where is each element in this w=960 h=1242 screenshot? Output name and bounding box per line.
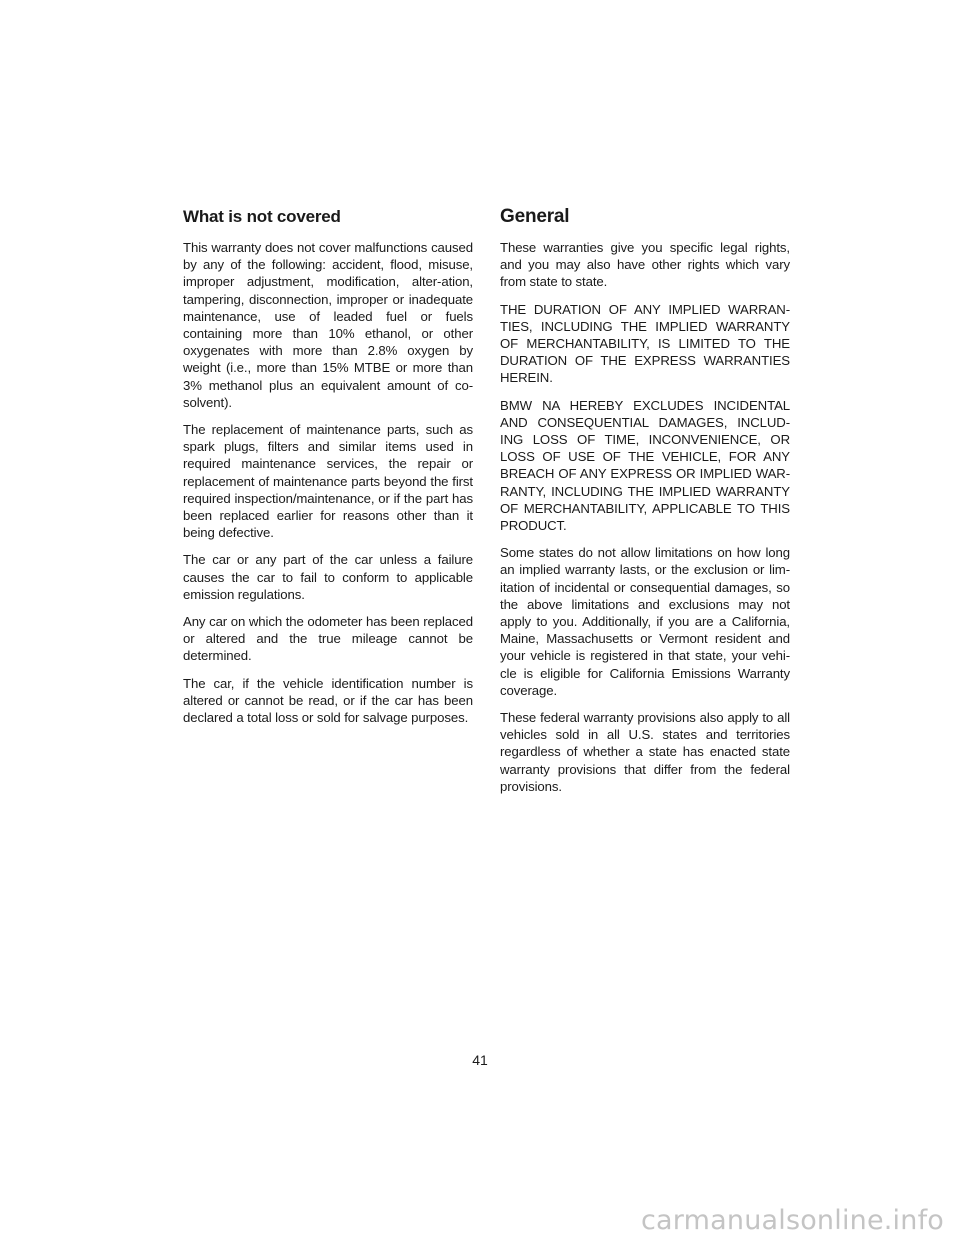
right-column	[500, 203, 790, 805]
page-number: 41	[472, 1052, 488, 1068]
paragraph: These warranties give you specific legal rights, and you may also have other rights which vary from state to state.	[500, 240, 790, 290]
paragraph: Any car on which the odometer has been replaced or altered and the true mileage cannot be determined.	[183, 614, 473, 664]
paragraph: The replacement of maintenance parts, such as spark plugs, filters and similar items used in required maintenance services, the repair or replacement of maintenance parts beyond the first required inspection/maintenance, or if the part has been replaced earlier for reasons other than it being defective.	[183, 422, 473, 541]
paragraph: THE DURATION OF ANY IMPLIED WARRAN-TIES, INCLUDING THE IMPLIED WARRANTY OF MERCHANTABILITY, IS LIMITED TO THE DURATION OF THE EXPRESS WARRANTIES HEREIN.	[500, 301, 790, 386]
paragraph: The car or any part of the car unless a failure causes the car to fail to conform to applicable emission regulations.	[183, 552, 473, 602]
section-title-general: General	[500, 206, 570, 227]
section-title-what-is-not-covered: What is not covered	[183, 207, 341, 226]
paragraph: These federal warranty provisions also apply to all vehicles sold in all U.S. states and territories regardless of whether a state has enacted state warranty provisions that differ from the federal provisions.	[500, 710, 790, 794]
paragraph: The car, if the vehicle identification number is altered or cannot be read, or if the car has been declared a total loss or sold for salvage purposes.	[183, 675, 473, 726]
paragraph: BMW NA HEREBY EXCLUDES INCIDENTAL AND CONSEQUENTIAL DAMAGES, INCLUD-ING LOSS OF TIME, INCONVENIENCE, OR LOSS OF USE OF THE VEHICLE, FOR ANY BREACH OF ANY EXPRESS OR IMPLIED WAR-RANTY, INCLUDING THE IMPLIED WARRANTY OF MERCHANTABILITY, APPLICABLE TO THIS PRODUCT.	[500, 397, 790, 534]
left-column	[183, 203, 473, 736]
paragraph: Some states do not allow limitations on how long an implied warranty lasts, or the exclusion or lim-itation of incidental or consequential damages, so the above limitations and exclusions may not apply to you. Additionally, if you are a California, Maine, Massachusetts or Vermont resident and your vehicle is registered in that state, your vehi-cle is eligible for California Emissions Warranty coverage.	[500, 545, 790, 698]
watermark: carmanualsonline.info	[641, 1205, 944, 1236]
paragraph: This warranty does not cover malfunctions caused by any of the following: accident, flood, misuse, improper adjustment, modification, alter-ation, tampering, disconnection, improper or inadequate maintenance, use of leaded fuel or fuels containing more than 10% ethanol, or other oxygenates with more than 2.8% oxygen by weight (i.e., more than 15% MTBE or more than 3% methanol plus an equivalent amount of co-solvent).	[183, 240, 473, 410]
